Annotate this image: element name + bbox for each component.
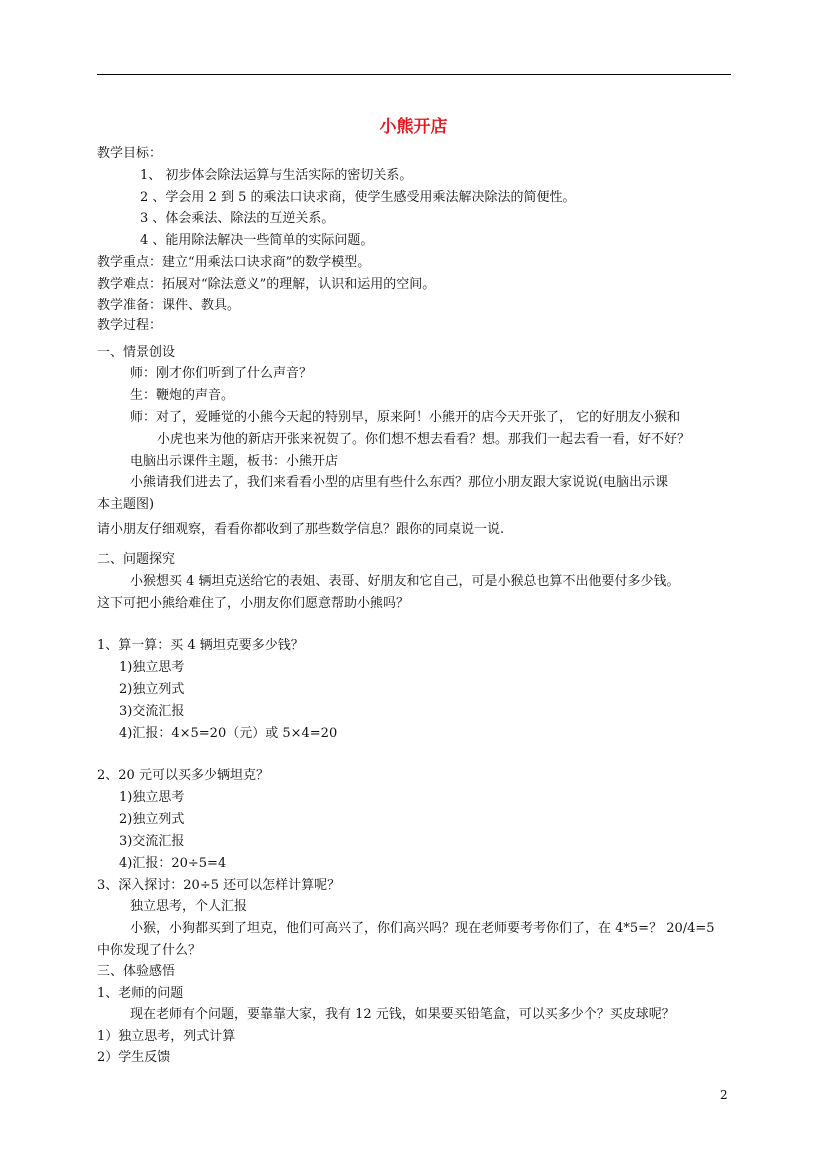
- text-line: 1、算一算：买 4 辆坦克要多少钱？: [97, 638, 304, 653]
- text-line: 小熊请我们进去了，我们来看看小型的店里有些什么东西？那位小朋友跟大家说说(电脑出示课: [130, 475, 669, 490]
- text-line: 教学目标：: [97, 146, 163, 161]
- text-line: 1、老师的问题: [97, 986, 184, 1001]
- text-line: 1)独立思考: [119, 660, 185, 675]
- text-line: 2)独立列式: [119, 812, 185, 827]
- header-rule: [97, 74, 731, 75]
- text-line: 3 、体会乘法、除法的互逆关系。: [140, 211, 335, 226]
- text-line: 生：鞭炮的声音。: [130, 388, 235, 403]
- text-line: 中你发现了什么？: [97, 943, 202, 958]
- text-line: 3)交流汇报: [119, 704, 185, 719]
- text-line: 电脑出示课件主题，板书：小熊开店: [130, 454, 339, 469]
- text-line: 1、 初步体会除法运算与生活实际的密切关系。: [140, 168, 413, 183]
- text-line: 教学重点：建立“用乘法口诀求商”的数学模型。: [97, 255, 371, 270]
- text-line: 1)独立思考: [119, 790, 185, 805]
- text-line: 师：对了，爱睡觉的小熊今天起的特别早，原来阿！小熊开的店今天开张了， 它的好朋友小猴和: [130, 410, 681, 425]
- page-number: 2: [720, 1088, 728, 1102]
- text-line: 请小朋友仔细观察，看看你都收到了那些数学信息？跟你的同桌说一说.: [97, 522, 505, 537]
- text-line: 4)汇报：4×5=20（元）或 5×4=20: [119, 726, 338, 741]
- text-line: 教学准备：课件、教具。: [97, 298, 241, 313]
- text-line: 小猴，小狗都买到了坦克，他们可高兴了，你们高兴吗？现在老师要考考你们了，在 4*5=？ 20/4=5: [130, 921, 715, 936]
- document-title: 小熊开店: [379, 117, 448, 137]
- text-line: 这下可把小熊给难住了，小朋友你们愿意帮助小熊吗？: [97, 596, 410, 611]
- section-heading: 二、问题探究: [97, 552, 176, 567]
- section-heading: 三、体验感悟: [97, 964, 176, 979]
- text-line: 小猴想买 4 辆坦克送给它的表姐、表哥、好朋友和它自己，可是小猴总也算不出他要付多少钱。: [130, 574, 680, 589]
- text-line: 1）独立思考，列式计算: [97, 1029, 236, 1044]
- text-line: 教学过程：: [97, 318, 163, 333]
- text-line: 本主题图): [97, 497, 155, 512]
- text-line: 独立思考，个人汇报: [130, 899, 248, 914]
- text-line: 4 、能用除法解决一些简单的实际问题。: [140, 233, 374, 248]
- text-line: 4)汇报：20÷5=4: [119, 856, 227, 871]
- text-line: 师：刚才你们听到了什么声音？: [130, 366, 313, 381]
- text-line: 3、深入探讨：20÷5 还可以怎样计算呢？: [97, 878, 341, 893]
- text-line: 2)独立列式: [119, 682, 185, 697]
- text-line: 3)交流汇报: [119, 834, 185, 849]
- text-line: 教学难点：拓展对“除法意义”的理解，认识和运用的空间。: [97, 277, 436, 292]
- text-line: 2、20 元可以买多少辆坦克？: [97, 768, 269, 783]
- text-line: 现在老师有个问题，要靠靠大家，我有 12 元钱，如果要买铅笔盒，可以买多少个？买皮球呢？: [130, 1007, 675, 1022]
- text-line: 2 、学会用 2 到 5 的乘法口诀求商，使学生感受用乘法解决除法的简便性。: [140, 190, 576, 205]
- text-line: 2）学生反馈: [97, 1050, 171, 1065]
- section-heading: 一、情景创设: [97, 345, 176, 360]
- text-line: 小虎也来为他的新店开张来祝贺了。你们想不想去看看？想。那我们一起去看一看，好不好？: [157, 432, 691, 447]
